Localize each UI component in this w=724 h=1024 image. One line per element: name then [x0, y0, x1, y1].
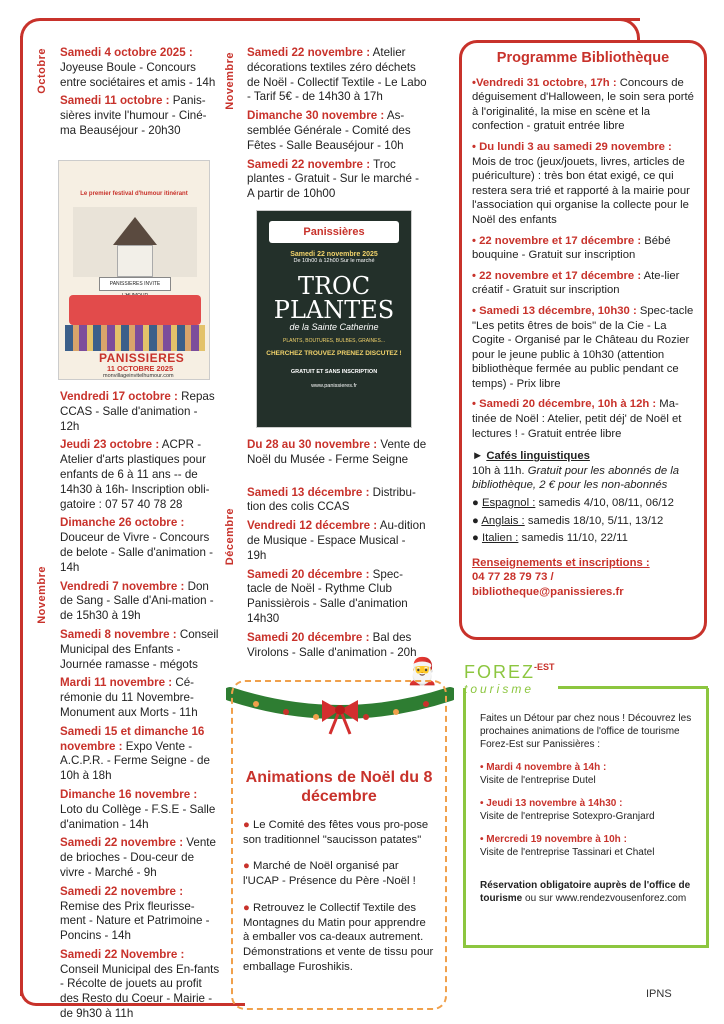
noel-item: ● Marché de Noël organisé par l'UCAP - Présence du Père -Noël !: [243, 860, 416, 888]
lang-item: ● Espagnol : samedis 4/10, 08/11, 06/12: [472, 497, 674, 510]
event-item: Samedi 22 novembre : Atelier décorations textiles zéro déchets de Noël - Collectif Textile - Le Labo - Tarif 5€ - de 14h30 à 17h: [247, 46, 427, 104]
event-item: Dimanche 30 novembre : As-semblée Générale - Comité des Fêtes - Salle Beauséjour - 10h: [247, 109, 411, 152]
noel-item: ● Le Comité des fêtes vous pro-pose son traditionnel "saucisson patates": [243, 819, 429, 846]
biblio-item: • Samedi 20 décembre, 10h à 12h : Ma-tinée de Noël : Atelier, petit déj' de Noël et lectures ! - Gratuit entrée libre: [472, 398, 682, 440]
events-column-2b: [247, 438, 427, 664]
poster-title-1: TROC: [297, 272, 371, 300]
biblio-item: • Du lundi 3 au samedi 29 novembre : Mois de troc (jeux/jouets, livres, articles de puériculture) : très bon état exigé, ce qui restera sera trié et rapporté à la mairie pour l'association qui organise la collecte pour le Noël des enfants: [472, 140, 690, 226]
frame-top-cap: [560, 18, 640, 40]
event-item: Vendredi 12 décembre : Au-dition de Musique - Espace Musical - 19h: [247, 519, 426, 562]
event-item: Samedi 22 novembre : Remise des Prix fleurisse-ment - Nature et Patrimoine - Poncins - 14h: [60, 884, 210, 943]
poster-cta: CHERCHEZ TROUVEZ PRENEZ DISCUTEZ !: [266, 350, 402, 357]
biblio-item: • 22 novembre et 17 décembre : Ate-lier créatif - Gratuit sur inscription: [472, 269, 680, 297]
noel-box: [231, 680, 447, 1010]
poster-sign: PANISSIERES INVITE: [99, 277, 171, 291]
event-item: Samedi 20 décembre : Spec-tacle de Noël - Rythme Club Panissièrois - Salle d'animation 14h30: [247, 567, 408, 625]
month-tag-octobre: Octobre: [36, 48, 48, 94]
events-column-1b: [60, 390, 220, 1024]
biblio-contact: Renseignements et inscriptions : 04 77 28 79 73 / bibliotheque@panissieres.fr: [472, 556, 694, 600]
events-column-1: [60, 46, 220, 143]
poster-brand: Panissières: [269, 221, 399, 243]
event-item: Samedi 22 Novembre : Conseil Municipal des En-fants - Récolte de jouets au profit des Resto du Coeur - Mairie - de 9h30 à 11h: [60, 947, 220, 1021]
event-item: Samedi 13 décembre : Distribu-tion des colis CCAS: [247, 485, 416, 514]
biblio-item: •Vendredi 31 octobre, 17h : Concours de déguisement d'Halloween, le soin sera porté à l'originalité, la mise en scène et la confection - gratuit entrée libre: [472, 76, 694, 133]
event-item: Samedi 22 novembre : Vente de brioches - Dou-ceur de vivre - Marché - 9h: [60, 836, 216, 879]
event-item: Du 28 au 30 novembre : Vente de Noël du Musée - Ferme Seigne: [247, 438, 427, 466]
humour-festival-poster: [58, 160, 210, 380]
event-item: Samedi 4 octobre 2025 : Joyeuse Boule - Concours entre sociétaires et amis - 14h: [60, 46, 216, 89]
biblio-email[interactable]: bibliotheque@panissieres.fr: [472, 586, 624, 598]
noel-title: Animations de Noël du 8 décembre: [245, 769, 433, 805]
event-item: Mardi 11 novembre : Cé-rémonie du 11 Novembre-Monument aux Morts - 11h: [60, 676, 198, 719]
event-item: Samedi 11 octobre : Panis-sières invite l'humour - Ciné-ma Beauséjour - 20h30: [60, 94, 207, 137]
poster-date: 11 OCTOBRE 2025: [107, 364, 174, 373]
event-item: Dimanche 16 novembre : Loto du Collège - F.S.E - Salle d'animation - 14h: [60, 787, 216, 831]
month-tag-decembre: Décembre: [224, 508, 236, 566]
poster-title: PANISSIERES: [99, 351, 185, 365]
poster-crowd: [65, 325, 205, 351]
poster-stage: [69, 295, 201, 325]
poster-url: monvillageinvitelhumour.com: [103, 373, 174, 379]
arrow-right-icon: ►: [472, 450, 484, 463]
poster-tagline: Le premier festival d'humour itinérant: [80, 191, 188, 197]
poster-items: PLANTS, BOUTURES, BULBES, GRAINES...: [283, 338, 385, 344]
poster-village-illustration: [73, 207, 197, 277]
biblio-item: • 22 novembre et 17 décembre : Bébé bouquine - Gratuit sur inscription: [472, 234, 671, 262]
events-column-2: [247, 46, 427, 206]
forez-item: • Mardi 4 novembre à 14h : Visite de l'entreprise Dutel: [480, 762, 607, 786]
forez-item: • Jeudi 13 novembre à 14h30 : Visite de l'entreprise Sotexpro-Granjard: [480, 798, 655, 822]
cafes-linguistiques: ► Cafés linguistiques 10h à 11h. Gratuit pour les abonnés de la bibliothèque, 2 € pour les non-abonnés ● Espagnol : samedis 4/10, 08/11, 06/12 ● Anglais : samedis 18/10, 5/11, 13/12 ● Italien : samedis 11/10, 22/11: [472, 449, 694, 546]
event-item: Samedi 8 novembre : Conseil Municipal des Enfants - Journée ramasse - mégots: [60, 627, 219, 671]
noel-item: ● Retrouvez le Collectif Textile des Montagnes du Matin pour apprendre à emballer vos ca-deaux autrement. Démonstrations et vente de tissu pour emballage Furoshikis.: [243, 901, 434, 973]
troc-plantes-poster: [256, 210, 412, 428]
event-item: Jeudi 23 octobre : ACPR - Atelier d'arts plastiques pour enfants de 6 à 11 ans -- de 14h30 à 16h- Inscription obli-gatoire : 07 57 40 78 28: [60, 438, 210, 511]
forez-intro: Faites un Détour par chez nous ! Découvrez les prochaines animations de l'office de tourisme Forez-Est sur Panissières :: [480, 713, 692, 750]
frame-top: [20, 18, 640, 40]
poster-hours: De 10h00 à 12h00 Sur le marché: [293, 258, 375, 264]
poster-title-2: PLANTES: [273, 296, 395, 324]
event-item: Vendredi 7 novembre : Don de Sang - Salle d'Ani-mation - de 15h30 à 19h: [60, 579, 214, 623]
month-tag-novembre-col2: Novembre: [224, 52, 236, 110]
event-item: Vendredi 17 octobre : Repas CCAS - Salle d'animation - 12h: [60, 390, 215, 433]
santa-icon: 🎅: [406, 656, 439, 686]
month-tag-novembre: Novembre: [36, 566, 48, 624]
ipns-label: IPNS: [646, 988, 672, 1000]
forez-item: • Mercredi 19 novembre à 10h : Visite de l'entreprise Tassinari et Chatel: [480, 834, 655, 858]
forez-est-box: [463, 688, 709, 948]
bibliotheque-title: Programme Bibliothèque: [496, 50, 670, 66]
event-item: Samedi 20 décembre : Bal des Virolons - Salle d'animation - 20h: [247, 630, 417, 659]
poster-subtitle: de la Sainte Catherine: [289, 322, 379, 332]
frame-left: [20, 36, 23, 996]
lang-item: ● Anglais : samedis 18/10, 5/11, 13/12: [472, 514, 664, 527]
biblio-item: • Samedi 13 décembre, 10h30 : Spec-tacle "Les petits êtres de bois" de la Cie - La Cogite - Organisé par le Château du Rozier pour le jeune public à 10h30 (attention bibliothèque fermée au public pendant ce temps) - Prix libre: [472, 304, 694, 390]
lang-item: ● Italien : samedis 11/10, 22/11: [472, 532, 628, 545]
event-item: Dimanche 26 octobre : Douceur de Vivre - Concours de belote - Salle d'animation - 14h: [60, 516, 214, 574]
bibliotheque-box: [459, 40, 707, 640]
biblio-phone: 04 77 28 79 73 /: [472, 571, 554, 584]
forez-est-logo: FOREZ -EST tourisme: [462, 660, 712, 700]
event-item: Samedi 22 novembre : Troc plantes - Gratuit - Sur le marché - A partir de 10h00: [247, 157, 420, 201]
forez-reservation: Réservation obligatoire auprès de l'office de tourisme ou sur www.rendezvousenforez.com: [480, 880, 691, 904]
event-item: Samedi 15 et dimanche 16 novembre : Expo Vente - A.C.P.R. - Ferme Seigne - de 10h à 18h: [60, 724, 210, 783]
poster-date: Samedi 22 novembre 2025: [290, 251, 378, 258]
poster-free: GRATUIT ET SANS INSCRIPTION: [290, 369, 378, 375]
poster-site: www.panissieres.fr: [311, 383, 357, 389]
